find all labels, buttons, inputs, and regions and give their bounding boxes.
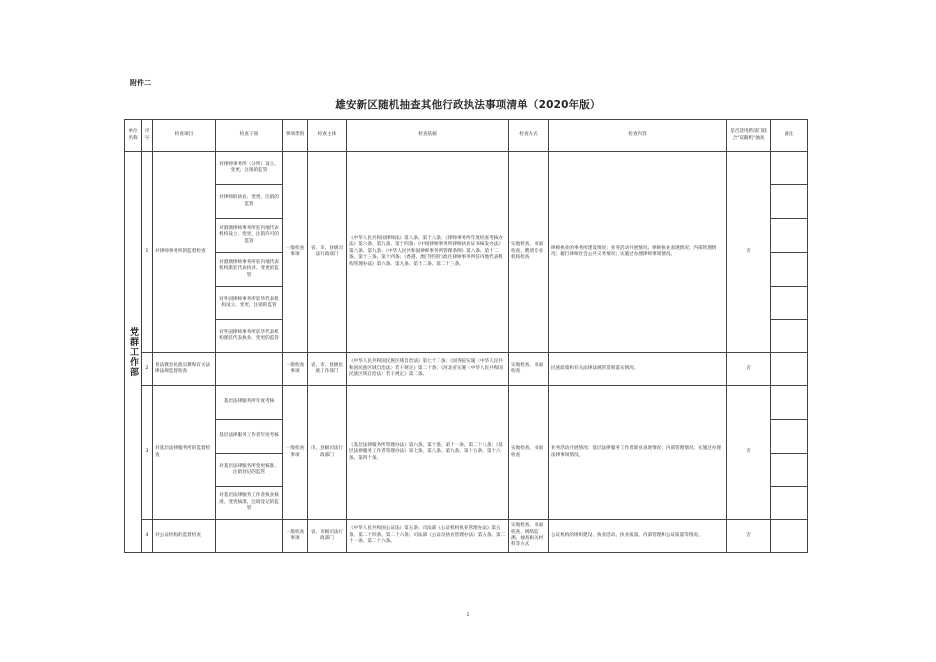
subject-cell: 省、市、县级司法行政部门 (308, 152, 347, 353)
table-row (125, 386, 808, 420)
seq-cell: 2 (142, 353, 153, 386)
page-number: 1 (466, 612, 470, 618)
content-cell: 民族政策和有关法律法规的贯彻落实情况。 (549, 353, 727, 386)
inspection-list-table (124, 119, 808, 553)
header-item: 检查子项 (216, 120, 283, 152)
note-cell (771, 386, 808, 420)
subitem-cell: 对基层法律服务所变更核准、注销登记的监管 (216, 454, 283, 487)
type-cell: 一般检查事项 (283, 386, 308, 520)
project-cell: 对基层法律服务所的监督检查 (153, 386, 216, 520)
double-random-cell: 否 (727, 152, 771, 353)
project-cell: 对律师事务所的监督检查 (153, 152, 216, 353)
note-cell (771, 287, 808, 320)
subitem-cell: 对港澳律师事务所驻内地代表机构派驻代表执业、变更的监管 (216, 253, 283, 287)
seq-cell: 4 (142, 520, 153, 553)
header-double-random: 是否适用跨部门联合"双随机"抽查 (727, 120, 771, 152)
header-subject: 检查主体 (308, 120, 347, 152)
subitem-cell (216, 520, 283, 553)
method-cell: 实地检查、书面检查、聘请专业机构检查 (509, 152, 549, 353)
note-cell (771, 520, 808, 553)
basis-cell: 《中华人民共和国律师法》第八条、第十八条；《律师事务所年度检查考核办法》第六条、第九条、第十四条；《中国律师事务所律师执业证书核发办法》第八条、第九条；《中华人民共和国律师事务所管理条例》第八条、第十二条、第十三条、第十四条；《香港、澳门特别行政区律师事务所驻内地代表机构管理办法》第六条、第九条、第十二条、第二十三条。 (347, 152, 509, 353)
note-cell (771, 454, 808, 487)
project-cell: 对公证机构的监督检查 (153, 520, 216, 553)
note-cell (771, 185, 808, 219)
content-cell: 业务活动开展情况；基层法律服务工作者职业表现情况；内部管理情况；实施过办理法律事项情况。 (549, 386, 727, 520)
type-cell: 一般检查事项 (283, 520, 308, 553)
method-cell: 实地检查、书面检查、网络监测、抽查相关材料等方式 (509, 520, 549, 553)
subitem-cell: 基层法律服务所年度考核 (216, 386, 283, 420)
subitem-cell: 对外国律师事务所驻华代表机构设立、变更、注销的监管 (216, 287, 283, 320)
note-cell (771, 353, 808, 386)
note-cell (771, 487, 808, 520)
type-cell: 一般检查事项 (283, 152, 308, 353)
double-random-cell: 否 (727, 353, 771, 386)
subitem-cell: 对基层法律服务工作者执业核准、变更核准、注销登记的监管 (216, 487, 283, 520)
subitem-cell: 对律师事务所（分所）设立、变更、注销的监管 (216, 152, 283, 185)
note-cell (771, 420, 808, 454)
subject-cell: 市、县级司法行政部门 (308, 386, 347, 520)
seq-cell: 3 (142, 386, 153, 520)
subitem-cell: 对外国律师事务所驻华代表机构派驻代表执业、变更的监管 (216, 320, 283, 353)
note-cell (771, 320, 808, 353)
basis-cell: 《中华人民共和国民族区域自治法》第七十二条；《国务院实施〈中华人民共和国民族区域自治法〉若干规定》第二十条；《河北省实施〈中华人民共和国民族区域自治法〉若干规定》第二条。 (347, 353, 509, 386)
subject-cell: 省、市、县级民族工作部门 (308, 353, 347, 386)
table-row (125, 520, 808, 553)
header-method: 检查方式 (509, 120, 549, 152)
document-title: 雄安新区随机抽查其他行政执法事项清单（2020年版） (335, 99, 601, 111)
seq-cell: 1 (142, 152, 153, 353)
double-random-cell: 否 (727, 386, 771, 520)
basis-cell: 《基层法律服务所管理办法》第六条、第十条、第十一条、第二十八条；《基层法律服务工作者管理办法》第七条、第八条、第九条、第十五条、第十六条、第四十条。 (347, 386, 509, 520)
note-cell (771, 152, 808, 185)
header-unit: 单位名称 (125, 120, 142, 152)
table-row (125, 152, 808, 185)
department-name: 党群工作部 (128, 327, 138, 377)
attachment-label: 附件二 (130, 79, 151, 87)
method-cell: 实地检查、书面检查 (509, 386, 549, 520)
note-cell (771, 219, 808, 253)
basis-cell: 《中华人民共和国公证法》第五条；司法部《公证机构执业管理办法》第五条、第二十四条、第二十六条；司法部《公证员执业管理办法》第五条、第二十一条、第二十六条。 (347, 520, 509, 553)
header-project: 检查项目 (153, 120, 216, 152)
header-seq: 序号 (142, 120, 153, 152)
subitem-cell (216, 353, 283, 386)
note-cell (771, 253, 808, 287)
subject-cell: 省、市级司法行政部门 (308, 520, 347, 553)
header-note: 备注 (771, 120, 808, 152)
type-cell: 一般检查事项 (283, 353, 308, 386)
header-type: 事项类别 (283, 120, 308, 152)
subitem-cell: 基层法律服务工作者年度考核 (216, 420, 283, 454)
subitem-cell: 对港澳律师事务所驻内地代表机构设立、变更、注销许可的监管 (216, 219, 283, 253)
header-content: 检查内容 (549, 120, 727, 152)
project-cell: 普法教育民族宗教和有关法律法规监督检查 (153, 353, 216, 386)
table-header-row (125, 120, 808, 152)
double-random-cell: 否 (727, 520, 771, 553)
content-cell: 律师执业的事务所建设情况；业务活动开展情况；律师执业表现情况；内部管理情况；履行律师社会公共义务情况；实施过办理律师事项情况。 (549, 152, 727, 353)
content-cell: 公证机构的组织建设、执业活动、执业质量、内部管理和公证质量等情况。 (549, 520, 727, 553)
table-row (125, 353, 808, 386)
method-cell: 实地检查、书面检查 (509, 353, 549, 386)
subitem-cell: 对律师的执业、变更、注销的监管 (216, 185, 283, 219)
department-cell (125, 152, 142, 553)
header-basis: 检查依据 (347, 120, 509, 152)
